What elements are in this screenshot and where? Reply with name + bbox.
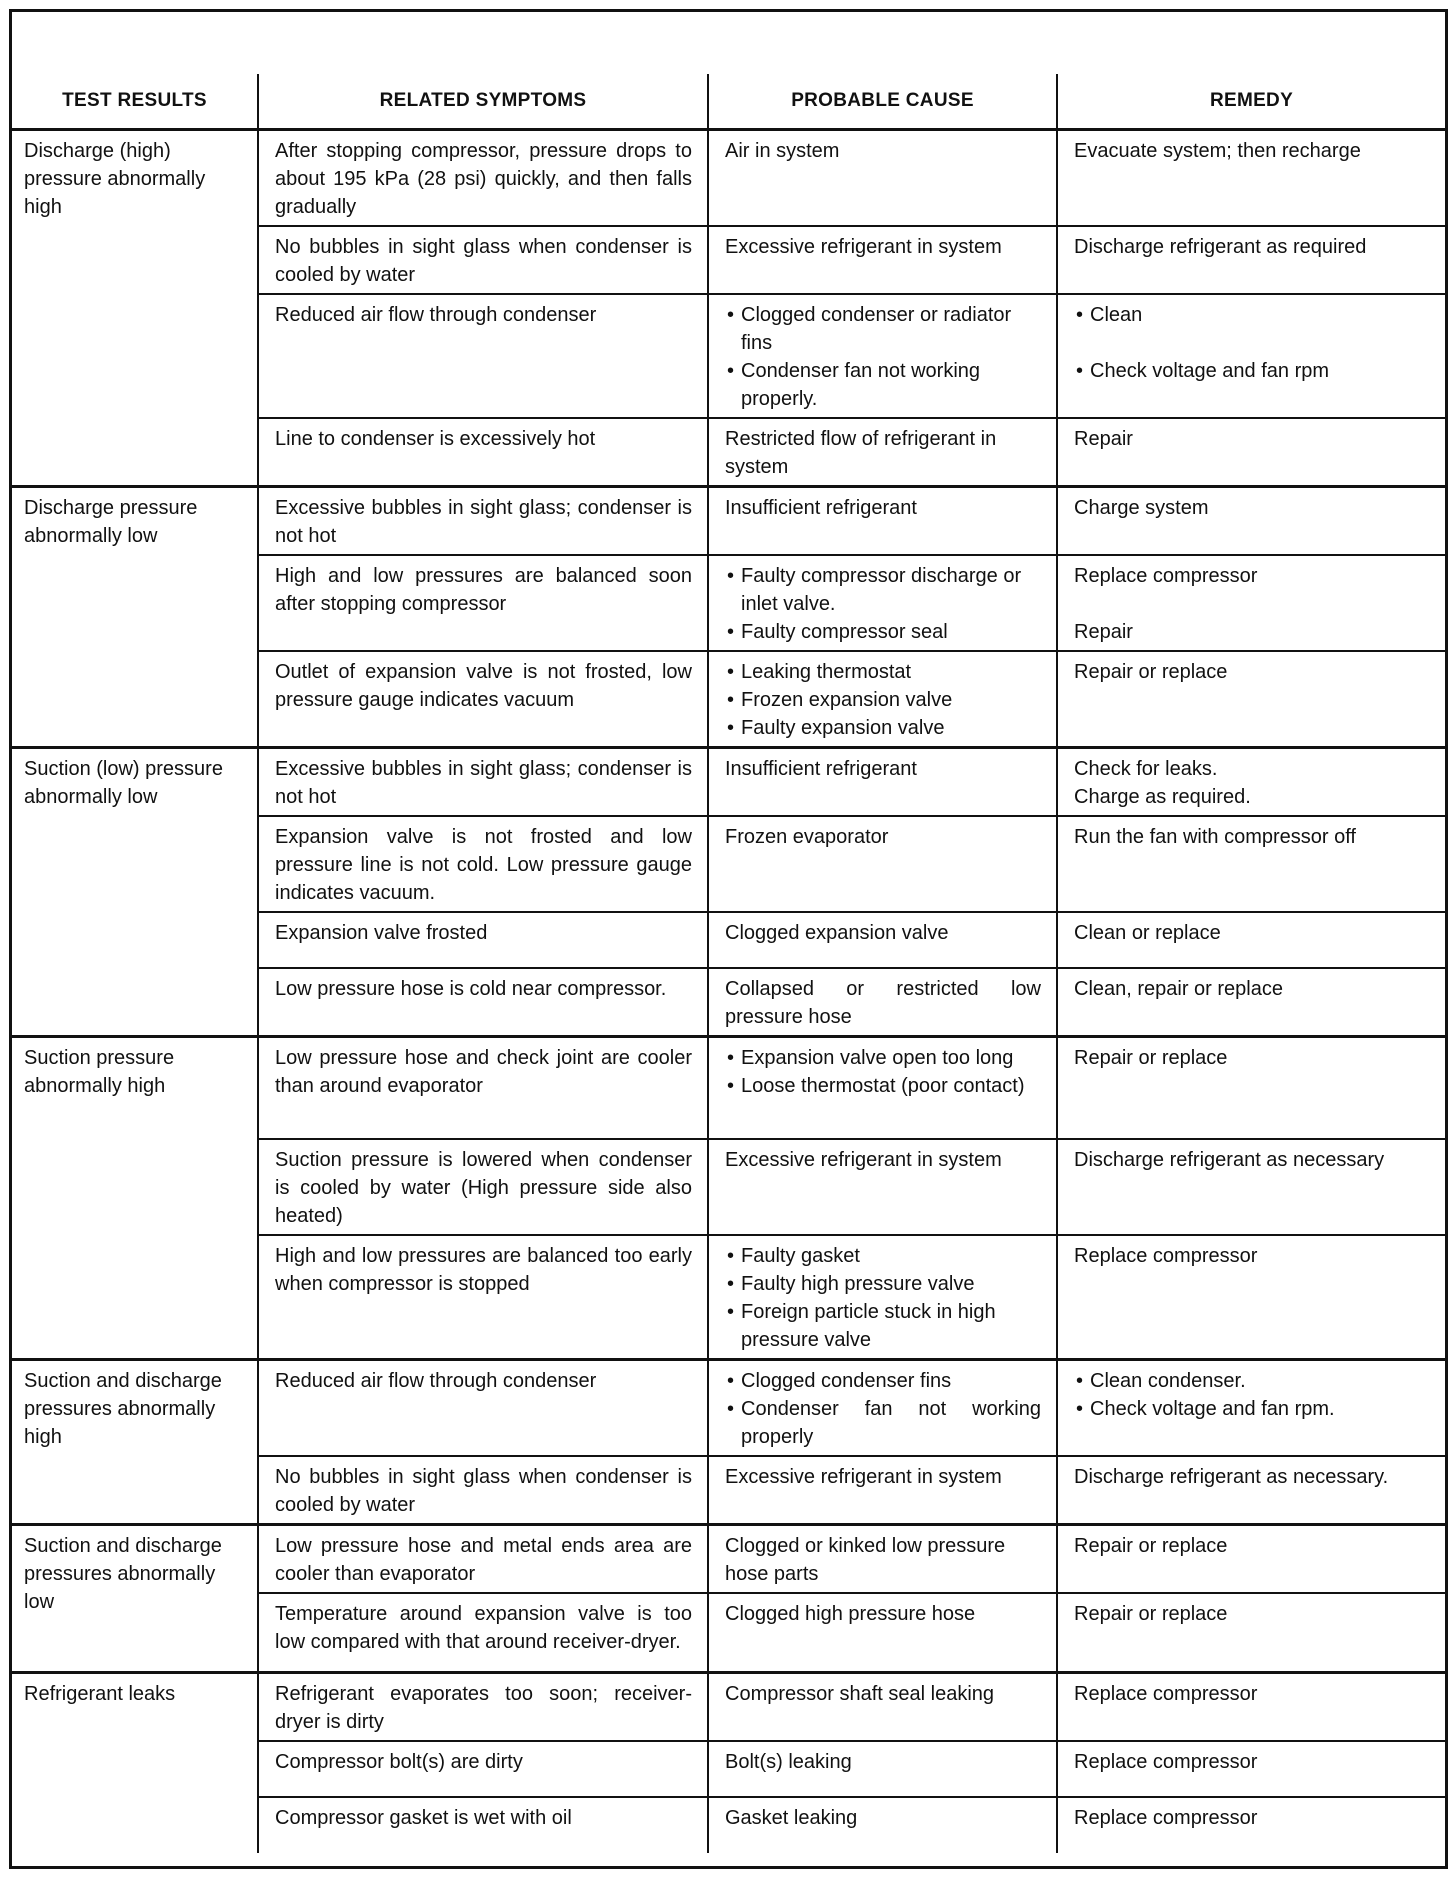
list-item: • Faulty expansion valve (725, 714, 1041, 742)
symptom-cell: High and low pressures are balanced too early when compressor is stopped (258, 1235, 708, 1360)
symptom-cell: Expansion valve frosted (258, 912, 708, 968)
cause-cell: Insufficient refrigerant (708, 748, 1057, 817)
symptom-cell: Temperature around expansion valve is too low compared with that around receiver-dryer. (258, 1593, 708, 1673)
remedy-cell (1057, 294, 1445, 418)
remedy-cell: Replace compressor (1057, 1741, 1445, 1797)
symptom-cell: Low pressure hose is cold near compressor. (258, 968, 708, 1037)
cause-cell: Air in system (708, 130, 1057, 227)
symptom-cell: After stopping compressor, pressure drops to about 195 kPa (28 psi) quickly, and then falls gradually (258, 130, 708, 227)
remedy-cell: Repair or replace (1057, 1037, 1445, 1139)
symptom-cell: Reduced air flow through condenser (258, 294, 708, 418)
table-row (12, 487, 1445, 556)
cause-cell (708, 1235, 1057, 1360)
table-row (12, 1524, 1445, 1593)
cause-cell (708, 1037, 1057, 1139)
header-remedy: REMEDY (1057, 74, 1445, 130)
remedy-cell: Discharge refrigerant as required (1057, 226, 1445, 294)
symptom-cell: Excessive bubbles in sight glass; condenser is not hot (258, 487, 708, 556)
test-result-cell: Suction (low) pressure abnormally low (12, 748, 258, 1037)
remedy-cell: Evacuate system; then recharge (1057, 130, 1445, 227)
remedy-cell: Clean, repair or replace (1057, 968, 1445, 1037)
test-result-cell: Suction and discharge pressures abnormally high (12, 1359, 258, 1524)
cause-cell (708, 651, 1057, 748)
list-item: • Clogged condenser fins (725, 1367, 1041, 1395)
list-item: • Clogged condenser or radiator fins (725, 301, 1041, 357)
troubleshooting-page (9, 9, 1448, 1869)
symptom-cell: Line to condenser is excessively hot (258, 418, 708, 487)
cause-list (725, 562, 1041, 646)
list-item: • Clean (1074, 301, 1430, 329)
test-result-cell: Refrigerant leaks (12, 1673, 258, 1854)
remedy-cell (1057, 1359, 1445, 1456)
remedy-cell (1057, 748, 1445, 817)
test-result-cell: Discharge (high) pressure abnormally high (12, 130, 258, 487)
cause-cell (708, 555, 1057, 651)
list-item: • Faulty gasket (725, 1242, 1041, 1270)
list-item: • Faulty compressor seal (725, 618, 1041, 646)
cause-cell: Excessive refrigerant in system (708, 226, 1057, 294)
header-row (12, 74, 1445, 130)
symptom-cell: Outlet of expansion valve is not frosted, low pressure gauge indicates vacuum (258, 651, 708, 748)
table-row (12, 130, 1445, 227)
list-item: • Loose thermostat (poor contact) (725, 1072, 1041, 1100)
list-item: • Foreign particle stuck in high pressure valve (725, 1298, 1041, 1354)
remedy-line: Repair (1074, 621, 1133, 643)
table-row (12, 748, 1445, 817)
cause-list (725, 658, 1041, 742)
remedy-cell: Discharge refrigerant as necessary. (1057, 1456, 1445, 1525)
symptom-cell: High and low pressures are balanced soon after stopping compressor (258, 555, 708, 651)
list-item: • Condenser fan not working properly. (725, 357, 1041, 413)
list-item: • Check voltage and fan rpm (1074, 357, 1430, 385)
table-row (12, 1673, 1445, 1742)
remedy-cell: Replace compressor (1057, 1797, 1445, 1853)
header-probable-cause: PROBABLE CAUSE (708, 74, 1057, 130)
cause-cell: Bolt(s) leaking (708, 1741, 1057, 1797)
remedy-cell: Discharge refrigerant as necessary (1057, 1139, 1445, 1235)
header-related-symptoms: RELATED SYMPTOMS (258, 74, 708, 130)
remedy-cell: Charge system (1057, 487, 1445, 556)
cause-cell: Restricted flow of refrigerant in system (708, 418, 1057, 487)
symptom-cell: Low pressure hose and metal ends area are cooler than evaporator (258, 1524, 708, 1593)
list-item: • Faulty high pressure valve (725, 1270, 1041, 1298)
cause-cell: Excessive refrigerant in system (708, 1139, 1057, 1235)
cause-cell: Clogged expansion valve (708, 912, 1057, 968)
remedy-cell: Clean or replace (1057, 912, 1445, 968)
header-test-results: TEST RESULTS (12, 74, 258, 130)
symptom-cell: Refrigerant evaporates too soon; receiver-dryer is dirty (258, 1673, 708, 1742)
cause-cell: Frozen evaporator (708, 816, 1057, 912)
cause-cell (708, 1359, 1057, 1456)
remedy-cell: Run the fan with compressor off (1057, 816, 1445, 912)
cause-list (725, 1367, 1041, 1451)
remedy-cell: Replace compressor (1057, 1235, 1445, 1360)
symptom-cell: Low pressure hose and check joint are cooler than around evaporator (258, 1037, 708, 1139)
list-item: • Expansion valve open too long (725, 1044, 1041, 1072)
symptom-cell: No bubbles in sight glass when condenser is cooled by water (258, 1456, 708, 1525)
cause-list (725, 1242, 1041, 1354)
cause-cell: Excessive refrigerant in system (708, 1456, 1057, 1525)
list-item: • Leaking thermostat (725, 658, 1041, 686)
list-item: • Frozen expansion valve (725, 686, 1041, 714)
cause-cell: Insufficient refrigerant (708, 487, 1057, 556)
cause-list (725, 1044, 1041, 1100)
cause-cell: Compressor shaft seal leaking (708, 1673, 1057, 1742)
symptom-cell: Suction pressure is lowered when condenser is cooled by water (High pressure side also heated) (258, 1139, 708, 1235)
table-row (12, 1359, 1445, 1456)
remedy-list (1074, 301, 1430, 385)
symptom-cell: Expansion valve is not frosted and low pressure line is not cold. Low pressure gauge indicates vacuum. (258, 816, 708, 912)
remedy-list (1074, 1367, 1430, 1423)
cause-cell: Clogged high pressure hose (708, 1593, 1057, 1673)
remedy-line: Replace compressor (1074, 565, 1258, 587)
remedy-cell: Repair or replace (1057, 1593, 1445, 1673)
remedy-cell (1057, 555, 1445, 651)
cause-cell: Collapsed or restricted low pressure hose (708, 968, 1057, 1037)
symptom-cell: Compressor gasket is wet with oil (258, 1797, 708, 1853)
table-row (12, 1037, 1445, 1139)
troubleshooting-table (12, 74, 1445, 1853)
test-result-cell: Discharge pressure abnormally low (12, 487, 258, 748)
list-item: • Condenser fan not working properly (725, 1395, 1041, 1451)
symptom-cell: Excessive bubbles in sight glass; condenser is not hot (258, 748, 708, 817)
symptom-cell: No bubbles in sight glass when condenser is cooled by water (258, 226, 708, 294)
test-result-cell: Suction and discharge pressures abnormally low (12, 1524, 258, 1673)
remedy-cell: Repair or replace (1057, 1524, 1445, 1593)
test-result-cell: Suction pressure abnormally high (12, 1037, 258, 1360)
list-item: • Faulty compressor discharge or inlet valve. (725, 562, 1041, 618)
symptom-cell: Compressor bolt(s) are dirty (258, 1741, 708, 1797)
cause-cell: Gasket leaking (708, 1797, 1057, 1853)
symptom-cell: Reduced air flow through condenser (258, 1359, 708, 1456)
cause-cell: Clogged or kinked low pressure hose parts (708, 1524, 1057, 1593)
list-item: • Check voltage and fan rpm. (1074, 1395, 1430, 1423)
cause-cell (708, 294, 1057, 418)
remedy-line: Charge as required. (1074, 786, 1251, 808)
remedy-cell: Repair (1057, 418, 1445, 487)
remedy-spacer (1074, 590, 1430, 618)
list-item: • Clean condenser. (1074, 1367, 1430, 1395)
remedy-cell: Repair or replace (1057, 651, 1445, 748)
remedy-cell: Replace compressor (1057, 1673, 1445, 1742)
cause-list (725, 301, 1041, 413)
remedy-line: Check for leaks. (1074, 758, 1218, 780)
